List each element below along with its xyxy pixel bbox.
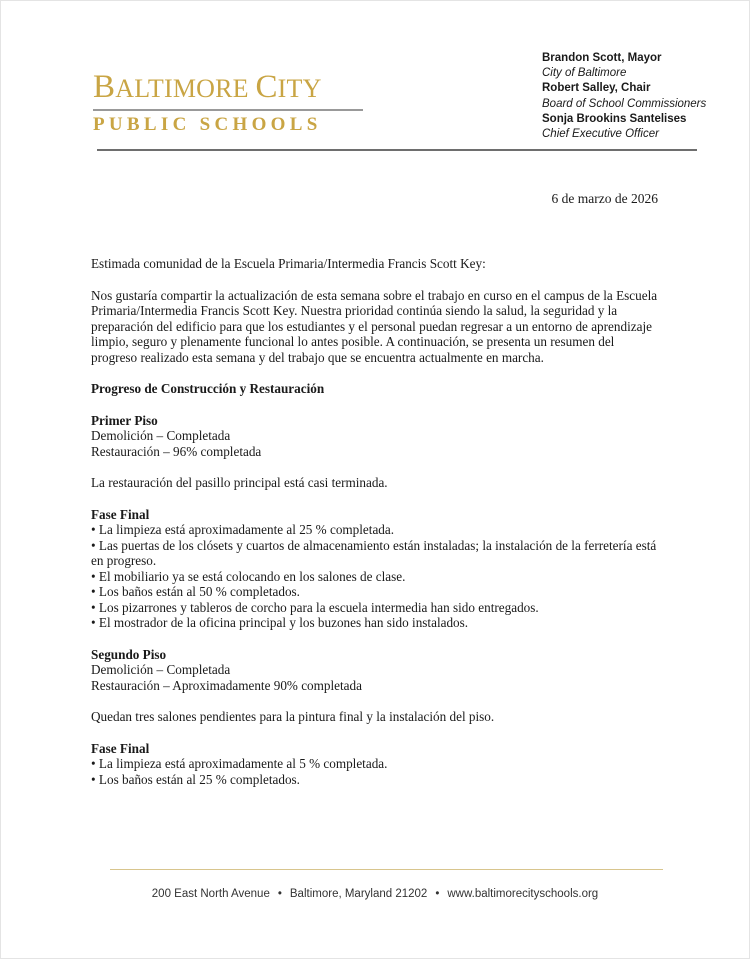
logo-wordmark-schools: PUBLIC SCHOOLS <box>93 114 322 135</box>
second-floor-note: Quedan tres salones pendientes para la pintura final y la instalación del piso. <box>91 709 495 724</box>
list-item: • La limpieza está aproximadamente al 5 % completada. <box>91 756 388 771</box>
greeting: Estimada comunidad de la Escuela Primaria/Intermedia Francis Scott Key: <box>91 256 486 271</box>
status-line: Restauración – 96% completada <box>91 443 262 459</box>
final-phase-heading: Fase Final <box>91 740 150 756</box>
letter-date: 6 de marzo de 2026 <box>551 191 658 206</box>
letter-body <box>91 256 661 803</box>
final-phase-heading: Fase Final <box>91 506 150 522</box>
footer <box>0 888 750 900</box>
official-name: Robert Salley, Chair <box>542 82 651 95</box>
footer-address: 200 East North Avenue <box>151 888 270 900</box>
second-floor-section <box>91 647 661 694</box>
list-item: • El mobiliario ya se está colocando en los salones de clase. <box>91 568 406 584</box>
list-item: • El mostrador de la oficina principal y los buzones han sido instalados. <box>91 615 469 630</box>
logo-wordmark-city: BALTIMORE CITY <box>93 69 322 105</box>
first-floor-heading: Primer Piso <box>91 412 158 428</box>
status-line: Restauración – Aproximadamente 90% completada <box>91 677 362 693</box>
footer-divider <box>110 869 663 870</box>
first-floor-section <box>91 413 661 460</box>
footer-city: Baltimore, Maryland 21202 <box>289 888 428 900</box>
list-item: • Los pizarrones y tableros de corcho para la escuela intermedia han sido entregados. <box>91 599 539 615</box>
official-name: Sonja Brookins Santelises <box>542 112 687 125</box>
list-item: • Los baños están al 50 % completados. <box>91 584 300 599</box>
officials-block <box>542 51 706 142</box>
final-phase-section <box>91 741 661 788</box>
section-title: Progreso de Construcción y Restauración <box>91 381 325 396</box>
status-line: Demolición – Completada <box>91 662 231 677</box>
district-logo <box>93 70 365 136</box>
final-phase-section <box>91 507 661 631</box>
bullet-list <box>91 756 661 787</box>
status-line: Demolición – Completada <box>91 428 231 443</box>
logo-divider <box>93 109 363 111</box>
list-item: • Las puertas de los clósets y cuartos de almacenamiento están instaladas; la instalación de la ferretería está en progreso. <box>91 537 657 568</box>
bullet-list <box>91 522 661 631</box>
official-name: Brandon Scott, Mayor <box>542 52 662 64</box>
header-divider <box>97 149 697 151</box>
intro-paragraph: Nos gustaría compartir la actualización de esta semana sobre el trabajo en curso en el campus de la Escuela Primaria/Intermedia Francis Scott Key. Nuestra prioridad continúa siendo la salud, la seguridad y la preparación del edificio para que los estudiantes y el personal puedan regresar a un entorno de aprendizaje limpio, seguro y plenamente funcional lo antes posible. A continuación, se presenta un resumen del progreso realizado esta semana y del trabajo que se encuentra actualmente en marcha. <box>91 287 658 365</box>
official-title: City of Baltimore <box>542 67 627 80</box>
first-floor-note: La restauración del pasillo principal está casi terminada. <box>91 475 388 490</box>
second-floor-heading: Segundo Piso <box>91 646 167 662</box>
official-title: Chief Executive Officer <box>542 128 659 141</box>
list-item: • Los baños están al 25 % completados. <box>91 771 300 787</box>
footer-separator: • <box>435 888 440 900</box>
list-item: • La limpieza está aproximadamente al 25 % completada. <box>91 522 395 537</box>
footer-separator: • <box>277 888 282 900</box>
official-title: Board of School Commissioners <box>542 97 707 110</box>
footer-website[interactable]: www.baltimorecityschools.org <box>447 888 599 900</box>
